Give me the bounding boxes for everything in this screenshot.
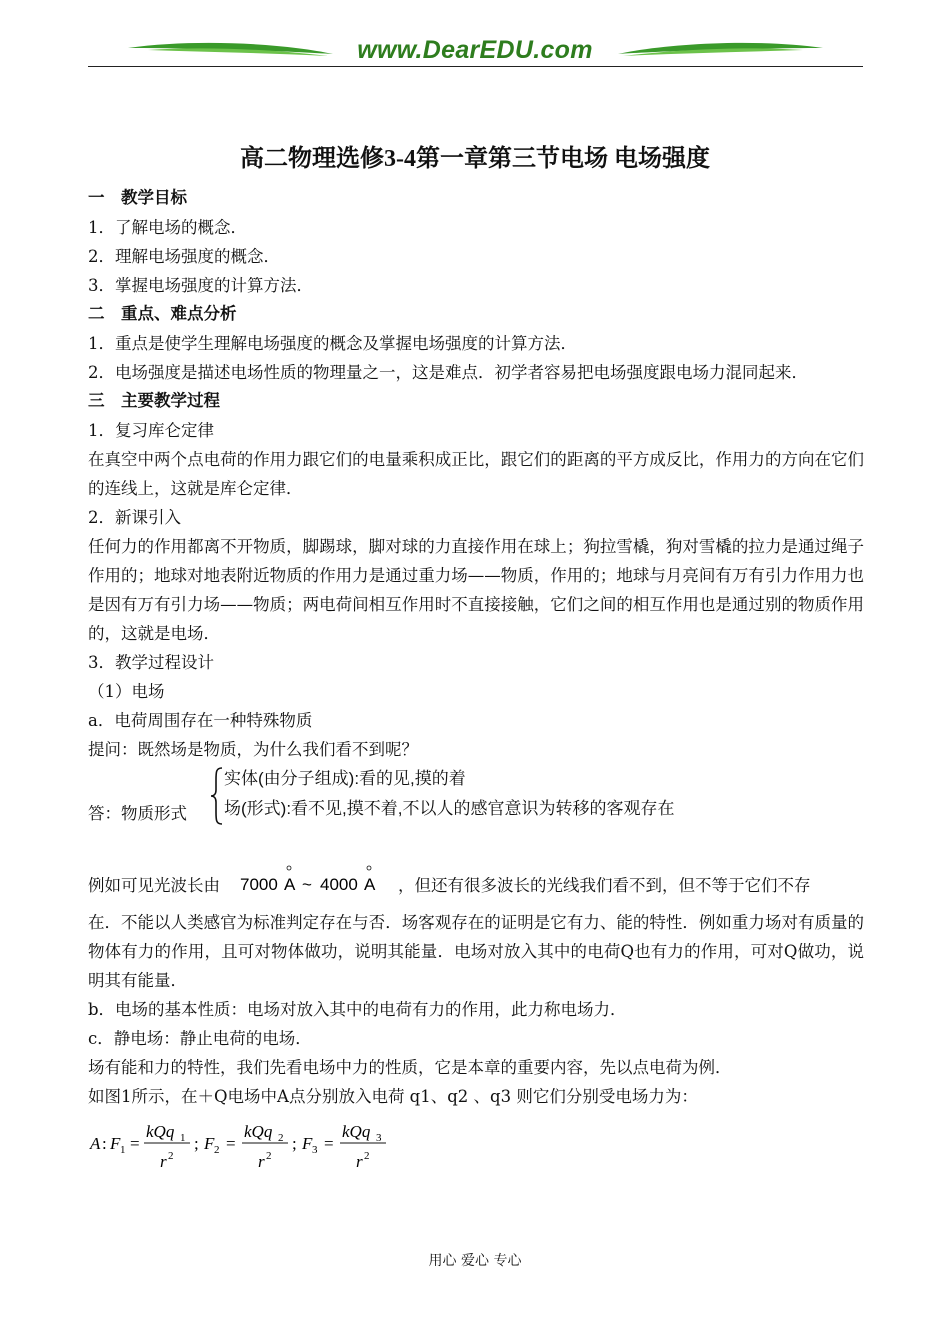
svg-text:2: 2 [168, 1150, 174, 1162]
svg-text:3: 3 [376, 1132, 382, 1144]
svg-text:kQq: kQq [342, 1122, 371, 1141]
subheading-intro: 2．新课引入 [88, 508, 181, 527]
svg-text:kQq: kQq [244, 1122, 273, 1141]
subheading-review: 1．复习库仑定律 [88, 421, 214, 440]
wavelength-line [88, 852, 864, 902]
svg-text:=: = [226, 1134, 236, 1153]
svg-text:F: F [204, 1134, 215, 1153]
svg-text:r: r [258, 1152, 265, 1171]
objective-item: 3．掌握电场强度的计算方法． [88, 276, 313, 295]
section-heading-process: 三 主要教学过程 [88, 392, 220, 410]
point-b: b．电场的基本性质：电场对放入其中的电荷有力的作用，此力称电场力． [88, 1000, 627, 1019]
svg-text:2: 2 [266, 1150, 272, 1162]
svg-text:F: F [302, 1134, 313, 1153]
svg-text:F: F [110, 1134, 121, 1153]
angstrom-unit-b: A [364, 875, 376, 894]
point-c: c．静电场：静止电荷的电场． [88, 1029, 312, 1048]
key-point-item: 2．电场强度是描述电场性质的物理量之一，这是难点．初学者容易把电场强度跟电场力混同起来． [88, 363, 808, 382]
paragraph-force-property: 场有能和力的特性，我们先看电场中力的性质，它是本章的重要内容，先以点电荷为例． [88, 1058, 732, 1077]
document-title: 高二物理选修3-4第一章第三节电场 电场强度 [240, 146, 710, 172]
paragraph-figure-ref: 如图1所示，在＋Q电场中A点分别放入电荷 q1、q2 、q3 则它们分别受电场力为： [88, 1087, 698, 1106]
wavelength-text-before: 例如可见光波长由 [88, 876, 220, 895]
paragraph-intro: 任何力的作用都离不开物质，脚踢球，脚对球的力直接作用在球上；狗拉雪橇，狗对雪橇的拉力是通过绳子作用的；地球对地表附近物质的作用力是通过重力场——物质，作用的；地球与月亮间有万有引力作用力也是因有万有引力场——物质；两电荷间相互作用时不直接接触，它们之间的相互作用也是通过别的物质作用的，这就是电场． [88, 537, 864, 643]
page-footer: 用心 爱心 专心 [428, 1253, 522, 1269]
svg-text:1: 1 [120, 1144, 126, 1156]
key-point-item: 1．重点是使学生理解电场强度的概念及掌握电场强度的计算方法． [88, 334, 577, 353]
paragraph-coulomb-law: 在真空中两个点电荷的作用力跟它们的电量乘积成正比，跟它们的距离的平方成反比，作用力的方向在它们的连线上，这就是库仑定律． [88, 450, 864, 498]
svg-text:1: 1 [180, 1132, 186, 1144]
answer-label: 答：物质形式 [88, 804, 187, 823]
section-heading-key-points: 二 重点、难点分析 [88, 305, 237, 323]
wavelength-value-b: 4000 [320, 875, 358, 894]
subheading-design: 3．教学过程设计 [88, 653, 214, 672]
question-line: 提问：既然场是物质，为什么我们看不到呢？ [88, 740, 418, 759]
wavelength-value-a: 7000 [240, 875, 278, 894]
section-heading-objectives: 一 教学目标 [88, 189, 187, 207]
wavelength-range-formula [240, 858, 400, 898]
svg-text:2: 2 [364, 1150, 370, 1162]
formula-point-label: A [90, 1134, 101, 1153]
site-logo-text[interactable]: www.DearEDU.com [357, 36, 593, 64]
angstrom-unit-a: A [284, 875, 296, 894]
curly-brace-icon [210, 766, 224, 826]
answer-block [88, 764, 864, 852]
objective-item: 1．了解电场的概念． [88, 218, 247, 237]
subheading-field: （1）电场 [88, 682, 165, 701]
svg-text:r: r [356, 1152, 363, 1171]
svg-text::: : [102, 1134, 107, 1153]
wavelength-text-after: ，但还有很多波长的光线我们看不到，但不等于它们不存 [398, 876, 811, 895]
answer-option-field: 场(形式):看不见,摸不着,不以人的感官意识为转移的客观存在 [224, 799, 675, 818]
svg-text:r: r [160, 1152, 167, 1171]
svg-text:3: 3 [312, 1144, 318, 1156]
svg-text:=: = [130, 1134, 140, 1153]
point-a: a．电荷周围存在一种特殊物质 [88, 711, 313, 730]
coulomb-force-formula [88, 1111, 864, 1181]
document-body [88, 184, 864, 1181]
svg-text:;: ; [292, 1134, 297, 1153]
svg-text:=: = [324, 1134, 334, 1153]
svg-text:2: 2 [278, 1132, 284, 1144]
svg-text:~: ~ [302, 875, 312, 894]
header-divider [88, 66, 863, 67]
svg-text:;: ; [194, 1134, 199, 1153]
svg-text:2: 2 [214, 1144, 220, 1156]
objective-item: 2．理解电场强度的概念． [88, 247, 280, 266]
answer-option-matter: 实体(由分子组成):看的见,摸的着 [224, 769, 466, 788]
paragraph-field-existence: 在．不能以人类感官为标准判定存在与否．场客观存在的证明是它有力、能的特性．例如重力场对有质量的物体有力的作用，且可对物体做功，说明其能量．电场对放入其中的电荷Q也有力的作用，可对Q做功，说明其有能量． [88, 913, 864, 990]
svg-text:kQq: kQq [146, 1122, 175, 1141]
